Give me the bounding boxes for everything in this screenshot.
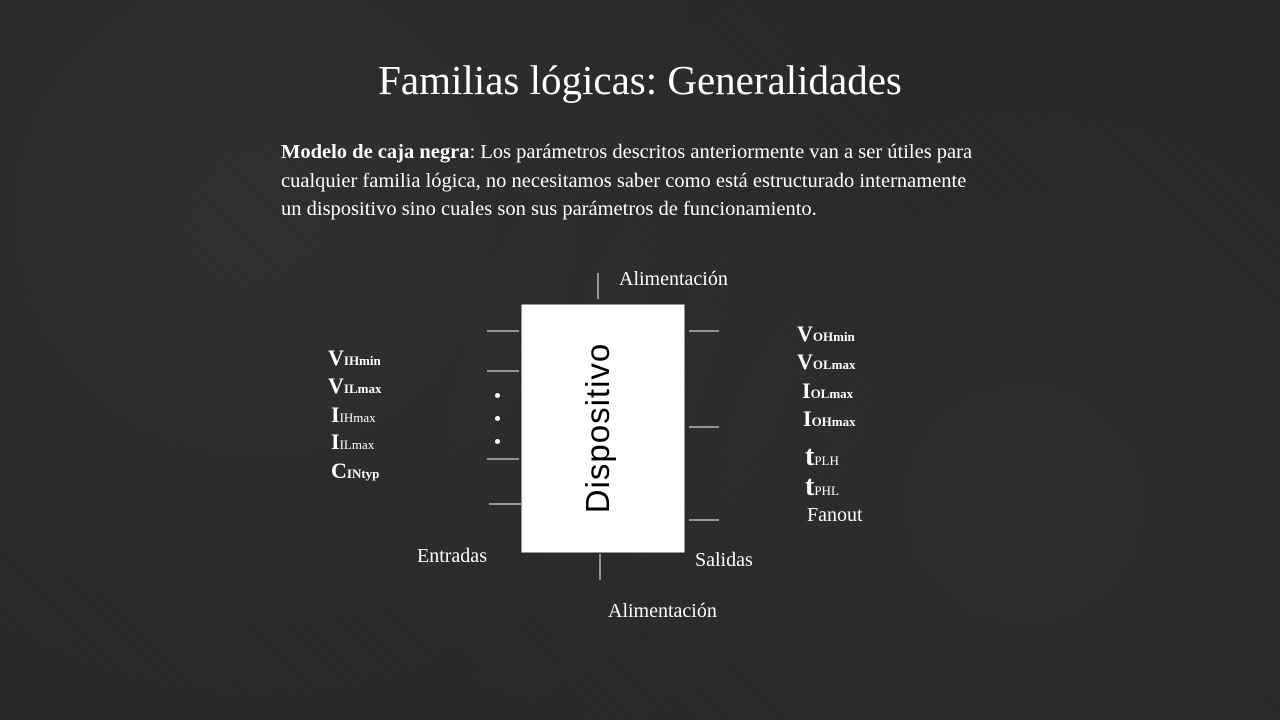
- inputs-label: Entradas: [417, 545, 487, 567]
- param-vohmin: VOHmin: [797, 321, 855, 346]
- bold-lead: Modelo de caja negra: [281, 141, 470, 163]
- outputs-label: Salidas: [695, 549, 753, 571]
- param-iilmax: IILmax: [331, 429, 375, 454]
- param-iihmax: IIHmax: [331, 402, 376, 427]
- param-iolmax: IOLmax: [802, 378, 854, 403]
- ellipsis-dot: [495, 439, 500, 444]
- fanout-label: Fanout: [807, 504, 863, 526]
- param-tphl: tPHL: [805, 471, 839, 502]
- power-bottom-label: Alimentación: [608, 600, 717, 622]
- param-vihmin: VIHmin: [328, 345, 381, 370]
- slide-title: Familias lógicas: Generalidades: [378, 57, 902, 103]
- param-iohmax: IOHmax: [803, 406, 856, 431]
- power-top-label: Alimentación: [619, 268, 728, 290]
- ellipsis-dot: [495, 393, 500, 398]
- param-tplh: tPLH: [805, 441, 839, 472]
- param-volmax: VOLmax: [797, 349, 856, 374]
- param-vilmax: VILmax: [328, 373, 382, 398]
- device-label: Dispositivo: [579, 342, 616, 514]
- param-cintyp: CINtyp: [331, 458, 380, 483]
- paragraph-text: : Los parámetros descritos anteriormente van a ser útiles para cualquier familia lógica, no necesitamos saber como está estructurado internamente un dispositivo sino cuales son sus parámetros de funcionamiento.: [281, 141, 973, 220]
- ellipsis-dot: [495, 416, 500, 421]
